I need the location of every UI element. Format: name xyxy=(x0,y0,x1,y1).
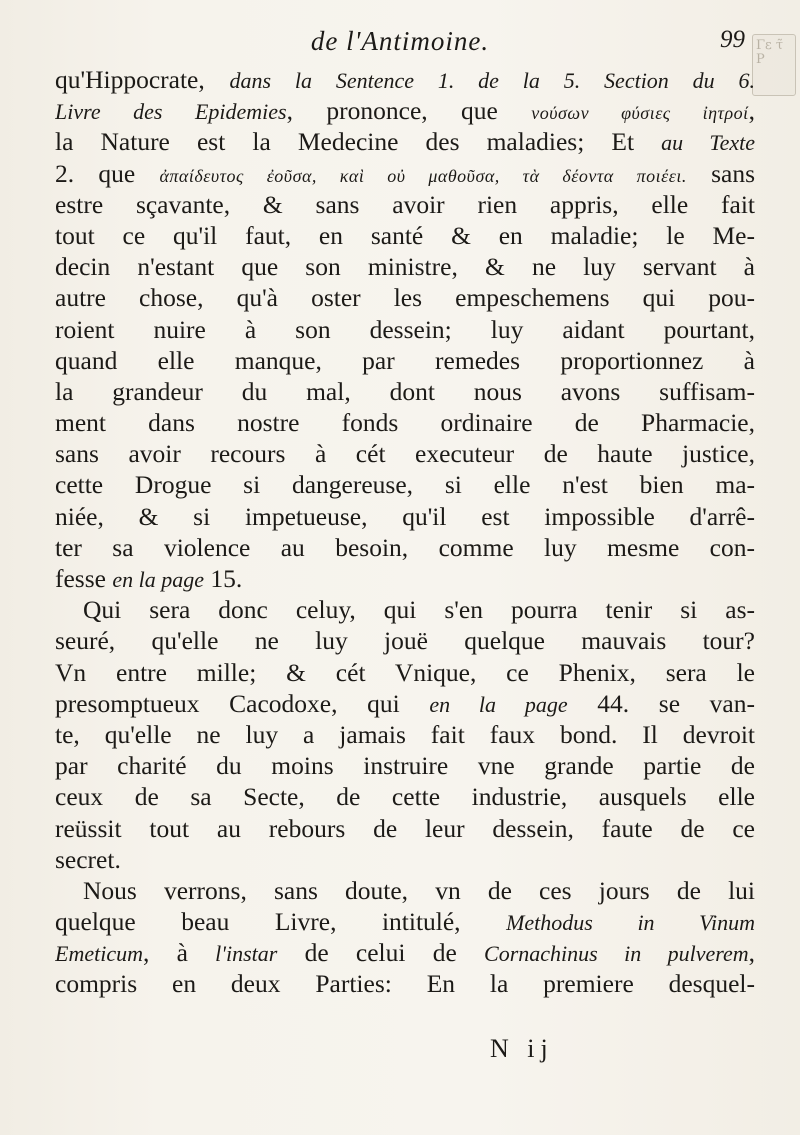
text-segment: , xyxy=(748,938,755,968)
text-segment: , prononce, que xyxy=(286,96,532,126)
text-segment: cette Drogue si dangereuse, si elle n'est bien ma- xyxy=(55,470,755,500)
page-header xyxy=(55,26,745,66)
text-line xyxy=(55,469,755,500)
italic-text: dans la Sentence 1. de la 5. Section du 6. xyxy=(229,68,755,93)
text-line xyxy=(55,251,755,282)
text-segment: autre chose, qu'à oster les empeschemens qui pou- xyxy=(55,283,755,313)
text-line xyxy=(55,438,755,469)
body-text xyxy=(55,64,755,1000)
text-segment: Qui sera donc celuy, qui s'en pourra tenir si as- xyxy=(83,595,755,625)
text-line xyxy=(55,189,755,220)
text-line xyxy=(55,532,755,563)
italic-text: en la page xyxy=(112,567,205,592)
text-segment: seuré, qu'elle ne luy jouë quelque mauvais tour? xyxy=(55,626,755,656)
text-segment: , xyxy=(748,96,755,126)
text-segment: 44. se van- xyxy=(567,688,755,718)
text-line xyxy=(55,126,755,157)
text-line xyxy=(55,875,755,906)
text-segment: reüssit tout au rebours de leur dessein, faute de ce xyxy=(55,813,755,843)
text-line xyxy=(55,220,755,251)
italic-text: au Texte xyxy=(661,130,755,156)
text-segment: estre sçavante, & sans avoir rien appris, elle fait xyxy=(55,189,755,219)
italic-text: Emeticum xyxy=(55,941,143,967)
text-line xyxy=(55,719,755,750)
text-line xyxy=(55,282,755,313)
text-line xyxy=(55,158,755,189)
text-segment: quand elle manque, par remedes proportionnez à xyxy=(55,345,755,375)
text-segment: Nous verrons, sans doute, vn de ces jours de lui xyxy=(83,875,755,905)
text-segment: par charité du moins instruire vne grande partie de xyxy=(55,751,755,781)
signature-mark: N ij xyxy=(490,1034,554,1063)
italic-text: Cornachinus in pulverem xyxy=(484,941,749,967)
text-line xyxy=(55,906,755,937)
text-line xyxy=(55,314,755,345)
italic-text: Livre des Epidemies xyxy=(55,99,287,125)
text-segment: fesse xyxy=(55,564,113,593)
text-line xyxy=(55,813,755,844)
text-segment: sans xyxy=(686,158,755,188)
text-line xyxy=(55,781,755,812)
running-title: de l'Antimoine. xyxy=(310,26,490,56)
text-line xyxy=(55,968,755,999)
page-number: 99 xyxy=(720,26,745,53)
text-line xyxy=(55,563,755,594)
text-segment: ment dans nostre fonds ordinaire de Pharmacie, xyxy=(55,408,755,438)
text-segment: ter sa violence au besoin, comme luy mesme con- xyxy=(55,532,755,562)
italic-text: Methodus in Vinum xyxy=(506,910,755,936)
text-segment: 2. que xyxy=(55,158,160,188)
text-line xyxy=(55,345,755,376)
text-line xyxy=(55,95,755,126)
text-line xyxy=(55,625,755,656)
text-line xyxy=(55,64,755,95)
text-segment: qu'Hippocrate, xyxy=(55,65,230,94)
text-segment: de celui de xyxy=(277,938,485,968)
text-segment: , à xyxy=(142,938,216,968)
text-segment: te, qu'elle ne luy a jamais fait faux bond. Il devroit xyxy=(55,719,755,749)
greek-quote: ἀπαίδευτος ἐοῦσα, καὶ οὐ μαθοῦσα, τὰ δέοντα ποιέει. xyxy=(159,165,687,186)
text-line xyxy=(55,844,755,875)
text-segment: sans avoir recours à cét executeur de haute justice, xyxy=(55,439,755,469)
text-segment: quelque beau Livre, intitulé, xyxy=(55,907,507,937)
text-line xyxy=(55,750,755,781)
italic-text: en la page xyxy=(429,691,568,717)
text-segment: roient nuire à son dessein; luy aidant pourtant, xyxy=(55,314,755,344)
text-segment: secret. xyxy=(55,844,121,874)
facing-page-bleed: Γε τ̃ Ρ xyxy=(752,34,796,96)
text-segment: 15. xyxy=(204,564,243,593)
text-line xyxy=(55,501,755,532)
text-segment: ceux de sa Secte, de cette industrie, ausquels elle xyxy=(55,782,755,812)
text-line xyxy=(55,937,755,968)
text-segment: presomptueux Cacodoxe, qui xyxy=(55,688,430,718)
text-segment: la grandeur du mal, dont nous avons suffisam- xyxy=(55,376,755,406)
text-segment: niée, & si impetueuse, qu'il est impossible d'arrê- xyxy=(55,501,755,531)
text-line xyxy=(55,688,755,719)
italic-text: l'instar xyxy=(215,941,278,967)
text-line xyxy=(55,376,755,407)
text-line xyxy=(55,657,755,688)
text-segment: tout ce qu'il faut, en santé & en maladie; le Me- xyxy=(55,220,755,250)
text-segment: decin n'estant que son ministre, & ne luy servant à xyxy=(55,252,755,282)
greek-quote: νούσων φύσιες ἰητροί xyxy=(531,103,749,124)
text-line xyxy=(55,594,755,625)
text-segment: la Nature est la Medecine des maladies; Et xyxy=(55,127,662,157)
text-segment: Vn entre mille; & cét Vnique, ce Phenix, sera le xyxy=(55,657,755,687)
text-line xyxy=(55,407,755,438)
text-segment: compris en deux Parties: En la premiere desquel- xyxy=(55,969,755,999)
